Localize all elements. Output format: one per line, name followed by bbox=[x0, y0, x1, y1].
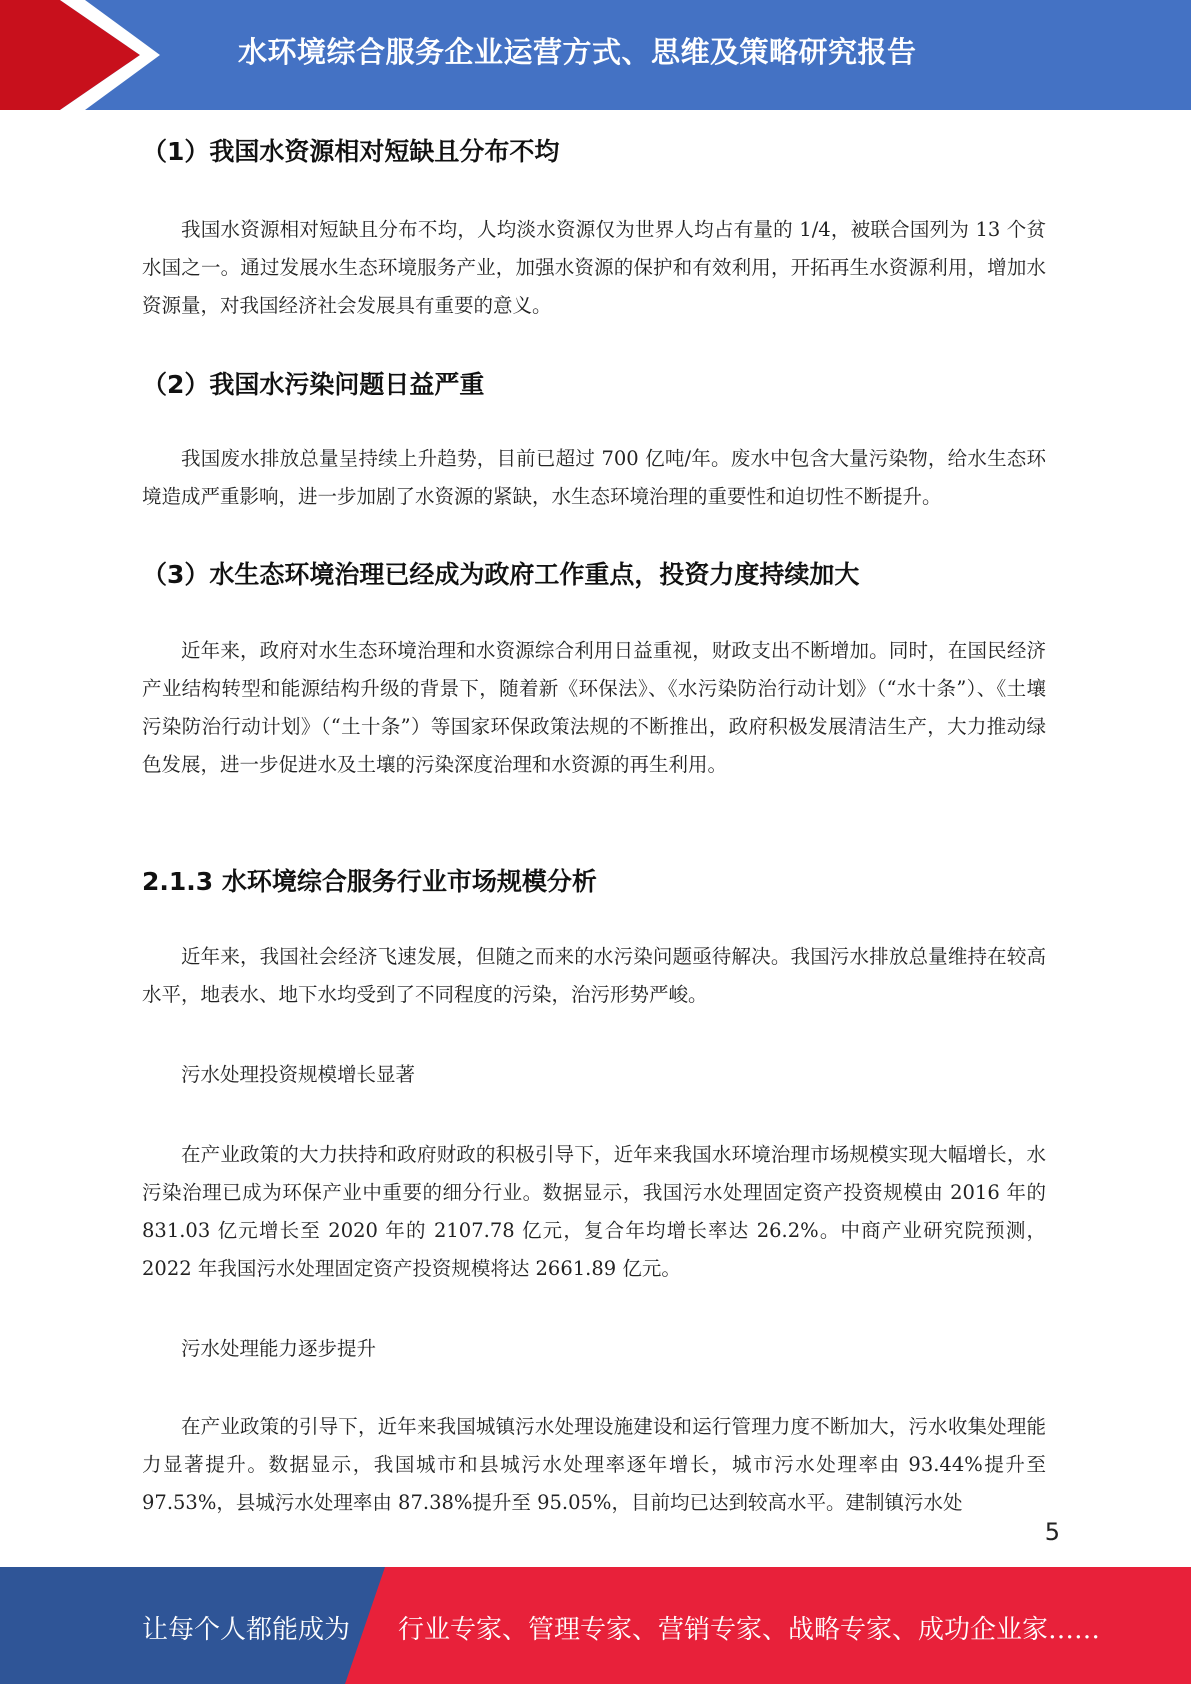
investment-subheading: 污水处理投资规模增长显著 bbox=[181, 1063, 416, 1086]
section-2-1-3-heading: 2.1.3 水环境综合服务行业市场规模分析 bbox=[142, 867, 597, 896]
section-1-heading: （1）我国水资源相对短缺且分布不均 bbox=[142, 137, 560, 166]
section-1-paragraph: 我国水资源相对短缺且分布不均，人均淡水资源仅为世界人均占有量的 1/4，被联合国列为 13 个贫水国之一。通过发展水生态环境服务产业，加强水资源的保护和有效利用，开拓再生水资源利用，增加水资源量，对我国经济社会发展具有重要的意义。 bbox=[142, 218, 1046, 317]
section-3-paragraph: 近年来，政府对水生态环境治理和水资源综合利用日益重视，财政支出不断增加。同时，在国民经济产业结构转型和能源结构升级的背景下，随着新《环保法》、《水污染防治行动计划》（“水十条”）、《土壤污染防治行动计划》（“土十条”）等国家环保政策法规的不断推出，政府积极发展清洁生产，大力推动绿色发展，进一步促进水及土壤的污染深度治理和水资源的再生利用。 bbox=[142, 639, 1046, 776]
page-number: 5 bbox=[1044, 1518, 1060, 1546]
investment-paragraph: 在产业政策的大力扶持和政府财政的积极引导下，近年来我国水环境治理市场规模实现大幅增长，水污染治理已成为环保产业中重要的细分行业。数据显示，我国污水处理固定资产投资规模由 2016 年的 831.03 亿元增长至 2020 年的 2107.78 亿元，复合年均增长率达 26.2%。中商产业研究院预测，2022 年我国污水处理固定资产投资规模将达 2661.89 亿元。 bbox=[142, 1143, 1046, 1280]
capacity-paragraph: 在产业政策的引导下，近年来我国城镇污水处理设施建设和运行管理力度不断加大，污水收集处理能力显著提升。数据显示，我国城市和县城污水处理率逐年增长，城市污水处理率由 93.44%提升至 97.53%，县城污水处理率由 87.38%提升至 95.05%，目前均已达到较高水平。建制镇污水处 bbox=[142, 1415, 1046, 1514]
section-3-heading: （3）水生态环境治理已经成为政府工作重点，投资力度持续加大 bbox=[142, 560, 860, 589]
footer-slogan-right: 行业专家、管理专家、营销专家、战略专家、成功企业家…… bbox=[398, 1615, 1101, 1645]
page-footer bbox=[0, 1567, 1191, 1684]
report-title: 水环境综合服务企业运营方式、思维及策略研究报告 bbox=[238, 35, 917, 69]
page-header bbox=[0, 0, 1191, 110]
capacity-subheading: 污水处理能力逐步提升 bbox=[181, 1337, 377, 1360]
section-2-heading: （2）我国水污染问题日益严重 bbox=[142, 370, 485, 399]
section-2-paragraph: 我国废水排放总量呈持续上升趋势，目前已超过 700 亿吨/年。废水中包含大量污染物，给水生态环境造成严重影响，进一步加剧了水资源的紧缺，水生态环境治理的重要性和迫切性不断提升。 bbox=[142, 447, 1046, 508]
footer-slogan-left: 让每个人都能成为 bbox=[142, 1615, 351, 1645]
market-intro-paragraph: 近年来，我国社会经济飞速发展，但随之而来的水污染问题亟待解决。我国污水排放总量维持在较高水平，地表水、地下水均受到了不同程度的污染，治污形势严峻。 bbox=[142, 945, 1046, 1006]
